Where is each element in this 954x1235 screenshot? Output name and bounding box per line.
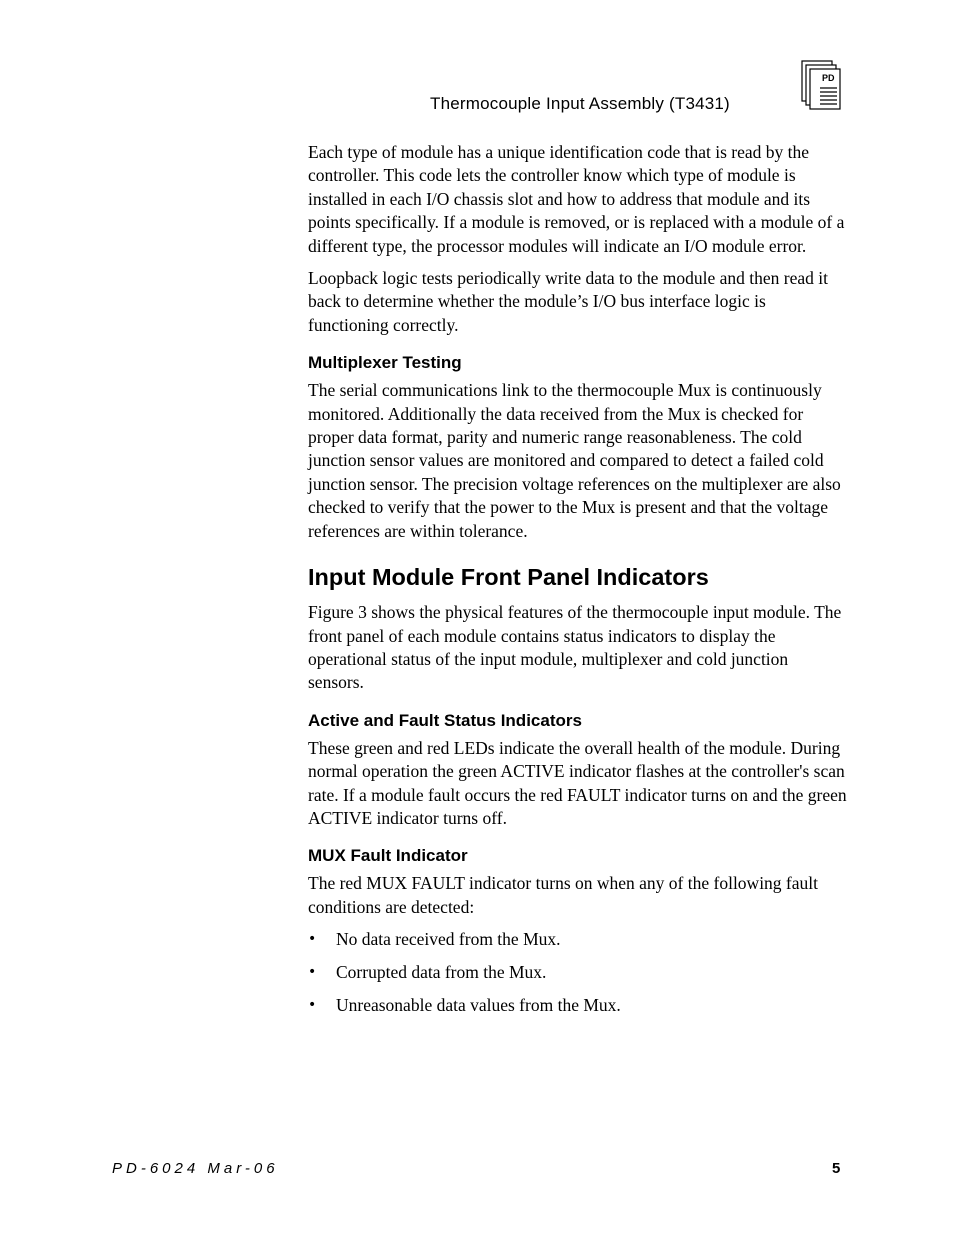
heading-front-panel-indicators: Input Module Front Panel Indicators xyxy=(308,564,709,591)
heading-mux-fault-indicator: MUX Fault Indicator xyxy=(308,846,468,866)
bullet-icon: • xyxy=(308,931,317,948)
footer-doc-id: PD-6024 Mar-06 xyxy=(112,1160,279,1177)
list-item-text: No data received from the Mux. xyxy=(336,929,561,950)
heading-multiplexer-testing: Multiplexer Testing xyxy=(308,353,462,373)
list-item xyxy=(308,928,848,951)
list-item xyxy=(308,961,848,984)
bullet-icon: • xyxy=(308,997,317,1014)
bullet-icon: • xyxy=(308,964,317,981)
list-item-text: Unreasonable data values from the Mux. xyxy=(336,995,621,1016)
running-header-title: Thermocouple Input Assembly (T3431) xyxy=(430,94,730,113)
paragraph-active-fault: These green and red LEDs indicate the overall health of the module. During normal operation the green ACTIVE indicator flashes at the controller's scan rate. If a module fault occurs the red FAULT indicator turns on and the green ACTIVE indicator turns off. xyxy=(308,737,847,828)
paragraph-mux-fault: The red MUX FAULT indicator turns on when any of the following fault conditions are detected: xyxy=(308,873,819,917)
list-item-text: Corrupted data from the Mux. xyxy=(336,962,547,983)
paragraph-loopback: Loopback logic tests periodically write data to the module and then read it back to determine whether the module’s I/O bus interface logic is functioning correctly. xyxy=(308,268,828,335)
body-content xyxy=(308,141,848,1027)
footer-page-number: 5 xyxy=(832,1160,841,1177)
list-item xyxy=(308,994,848,1017)
paragraph-multiplexer-testing: The serial communications link to the thermocouple Mux is continuously monitored. Additionally the data received from the Mux is checked for proper data format, parity and numeric range reasonableness. The cold junction sensor values are monitored and compared to detect a failed cold junction sensor. The precision voltage references on the multiplexer are also checked to verify that the power to the Mux is present and that the voltage references are within tolerance. xyxy=(308,380,841,541)
paragraph-front-panel: Figure 3 shows the physical features of the thermocouple input module. The front panel of each module contains status indicators to display the operational status of the input module, multiplexer and cold junction sensors. xyxy=(308,602,842,693)
fault-conditions-list xyxy=(308,928,848,1017)
pd-icon-label: PD xyxy=(822,73,835,83)
pd-document-stack-icon xyxy=(800,60,842,112)
heading-active-fault-indicators: Active and Fault Status Indicators xyxy=(308,710,582,730)
paragraph-module-id: Each type of module has a unique identification code that is read by the controller. This code lets the controller know which type of module is installed in each I/O chassis slot and how to address that module and its points specifically. If a module is removed, or is replaced with a module of a different type, the processor modules will indicate an I/O module error. xyxy=(308,142,845,256)
